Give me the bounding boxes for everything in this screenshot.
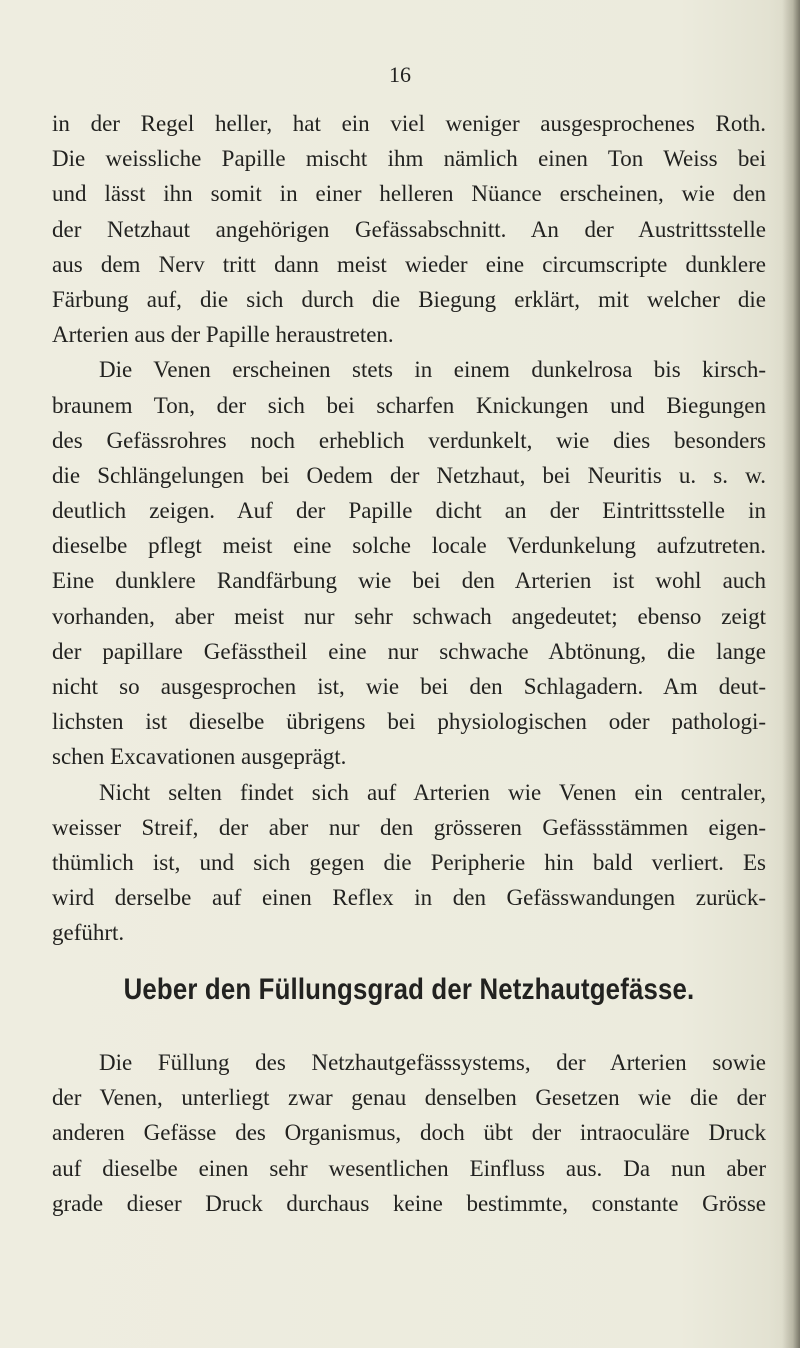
text-line: anderen Gefässe des Organismus, doch übt der intraoculäre Druck [52,1120,766,1146]
text-line: schen Excavationen ausgeprägt. [52,744,347,770]
text-line: Nicht selten findet sich auf Arterien wie Venen ein centraler, [99,779,766,805]
text-line: deutlich zeigen. Auf der Papille dicht an der Eintrittsstelle in [52,498,766,524]
section-heading: Ueber den Füllungsgrad der Netzhautgefässe. [123,973,695,1006]
text-line: auf dieselbe einen sehr wesentlichen Einfluss aus. Da nun aber [52,1155,766,1181]
text-line: Arterien aus der Papille heraustreten. [52,322,394,348]
text-line: dieselbe pflegt meist eine solche locale Verdunkelung aufzutreten. [52,533,766,559]
text-line: in der Regel heller, hat ein viel weniger ausgesprochenes Roth. [52,111,766,136]
text-line: Die weissliche Papille mischt ihm nämlich einen Ton Weiss bei [52,146,766,172]
page-edge-shadow [782,0,800,1348]
text-line: thümlich ist, und sich gegen die Peripherie hin bald verliert. Es [52,849,766,875]
text-line: Färbung auf, die sich durch die Biegung erklärt, mit welcher die [52,286,766,312]
text-line: wird derselbe auf einen Reflex in den Gefässwandungen zurück- [52,885,766,911]
text-line: nicht so ausgesprochen ist, wie bei den Schlagadern. Am deut- [52,674,766,699]
text-line: lichsten ist dieselbe übrigens bei physiologischen oder pathologi- [52,709,766,735]
text-line: grade dieser Druck durchaus keine bestimmte, constante Grösse [52,1190,766,1216]
text-line: Die Venen erscheinen stets in einem dunkelrosa bis kirsch- [99,357,766,383]
section-heading-wrap [52,960,766,1028]
body-text [52,106,766,951]
text-line: Eine dunklere Randfärbung wie bei den Arterien ist wohl auch [52,568,766,594]
text-line: der Venen, unterliegt zwar genau denselben Gesetzen wie die der [52,1085,766,1111]
text-line: vorhanden, aber meist nur sehr schwach angedeutet; ebenso zeigt [52,603,766,629]
text-line: braunem Ton, der sich bei scharfen Knickungen und Biegungen [52,392,766,418]
text-line: Die Füllung des Netzhautgefässsystems, der Arterien sowie [99,1050,766,1075]
text-line: geführt. [52,920,125,946]
text-line: der papillare Gefässtheil eine nur schwache Abtönung, die lange [52,638,766,664]
text-line: die Schlängelungen bei Oedem der Netzhaut, bei Neuritis u. s. w. [52,462,766,488]
section-body-text [52,1045,766,1221]
text-line: der Netzhaut angehörigen Gefässabschnitt. An der Austrittsstelle [52,216,766,242]
text-line: aus dem Nerv tritt dann meist wieder eine circumscripte dunklere [52,251,766,277]
text-line: weisser Streif, der aber nur den grösseren Gefässstämmen eigen- [52,814,766,840]
text-line: und lässt ihn somit in einer helleren Nüance erscheinen, wie den [52,181,766,207]
text-line: des Gefässrohres noch erheblich verdunkelt, wie dies besonders [52,427,766,453]
page-number: 16 [389,62,411,87]
